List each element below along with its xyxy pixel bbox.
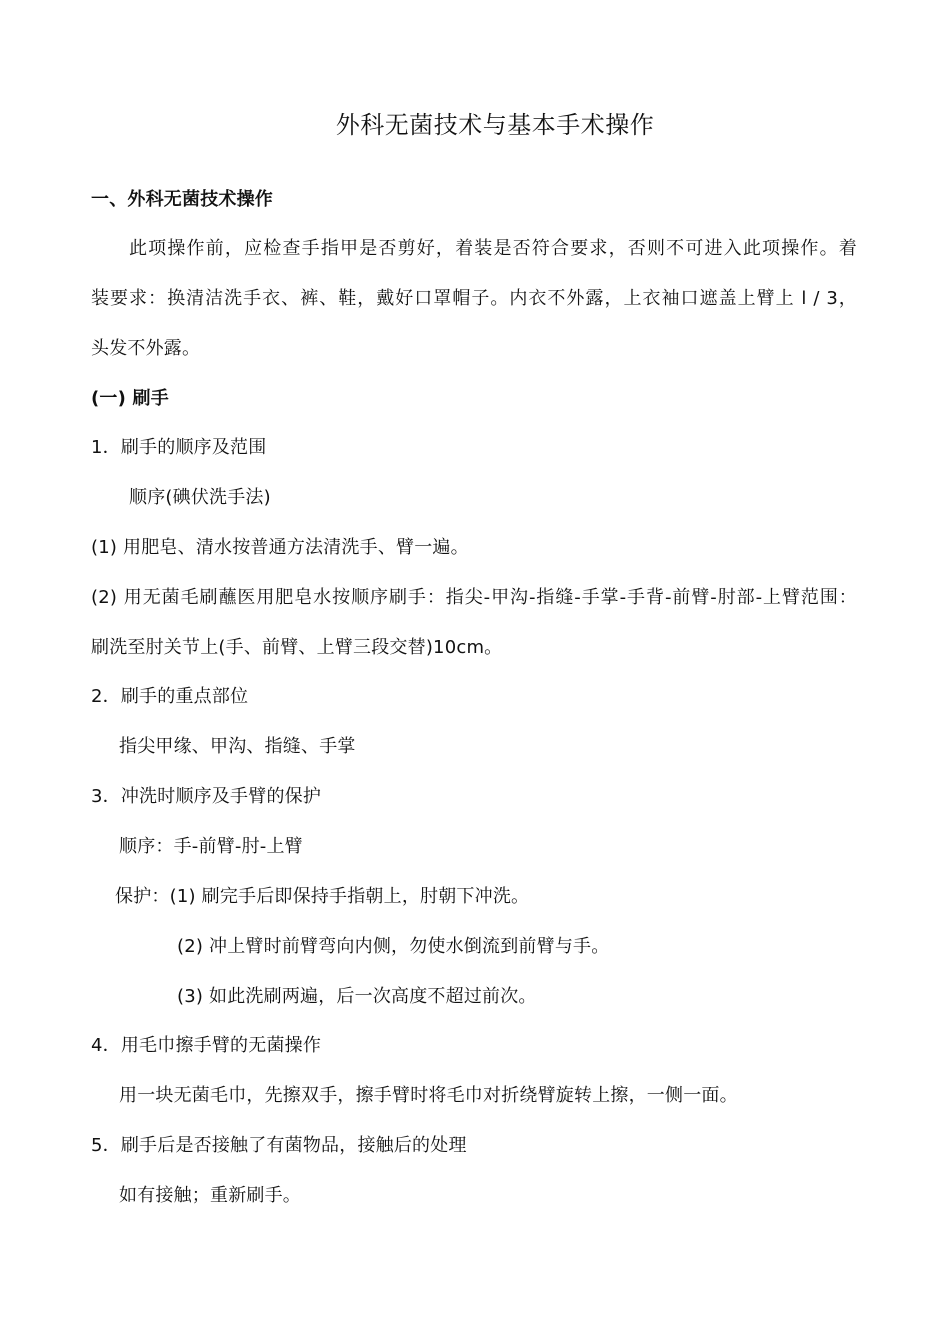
subsection-heading: (一) 刷手 bbox=[91, 388, 169, 409]
item-3-order: 顺序：手-前臂-肘-上臂 bbox=[119, 836, 303, 857]
item-3-protect-2: (2) 冲上臂时前臂弯向内侧，勿使水倒流到前臂与手。 bbox=[177, 936, 610, 957]
item-4-title: 4．用毛巾擦手臂的无菌操作 bbox=[91, 1035, 322, 1056]
item-3-protect-3: (3) 如此洗刷两遍，后一次高度不超过前次。 bbox=[177, 986, 537, 1007]
item-3-protect-1: 保护：(1) 刷完手后即保持手指朝上，肘朝下冲洗。 bbox=[115, 886, 530, 907]
section-heading: 一、外科无菌技术操作 bbox=[91, 189, 273, 210]
intro-paragraph-line-1: 此项操作前，应检查手指甲是否剪好，着装是否符合要求，否则不可进入此项操作。着 bbox=[129, 238, 857, 259]
item-5-title: 5．刷手后是否接触了有菌物品，接触后的处理 bbox=[91, 1135, 467, 1156]
item-2-title: 2．刷手的重点部位 bbox=[91, 686, 249, 707]
item-1-step-2-line-2: 刷洗至肘关节上(手、前臂、上臂三段交替)10cm。 bbox=[91, 637, 503, 658]
item-1-step-2-line-1: (2) 用无菌毛刷蘸医用肥皂水按顺序刷手：指尖-甲沟-指缝-手掌-手背-前臂-肘部-上臂范围： bbox=[91, 587, 857, 608]
item-1-step-1: (1) 用肥皂、清水按普通方法清洗手、臂一遍。 bbox=[91, 537, 469, 558]
item-1-title: 1．刷手的顺序及范围 bbox=[91, 437, 267, 458]
intro-paragraph-line-3: 头发不外露。 bbox=[91, 338, 201, 359]
item-1-order: 顺序(碘伏洗手法) bbox=[129, 487, 271, 508]
document-title: 外科无菌技术与基本手术操作 bbox=[335, 111, 655, 139]
item-4-body: 用一块无菌毛巾，先擦双手，擦手臂时将毛巾对折绕臂旋转上擦，一侧一面。 bbox=[119, 1085, 738, 1106]
intro-paragraph-line-2: 装要求：换清洁洗手衣、裤、鞋，戴好口罩帽子。内衣不外露，上衣袖口遮盖上臂上 l / 3， bbox=[91, 288, 857, 309]
item-5-body: 如有接触；重新刷手。 bbox=[119, 1185, 301, 1206]
item-3-title: 3．冲洗时顺序及手臂的保护 bbox=[91, 786, 322, 807]
item-2-body: 指尖甲缘、甲沟、指缝、手掌 bbox=[119, 736, 356, 757]
